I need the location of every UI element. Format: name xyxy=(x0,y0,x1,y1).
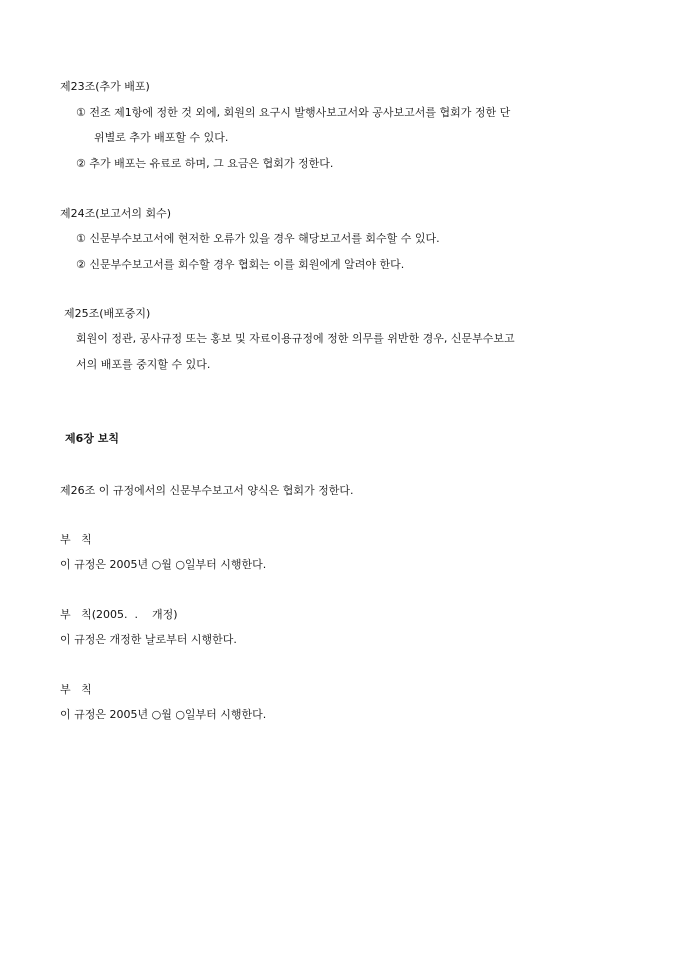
article-26-text: 제26조 이 규정에서의 신문부수보고서 양식은 협회가 정한다. xyxy=(60,484,354,497)
article-23-item-1-line-2: 위별로 추가 배포할 수 있다. xyxy=(94,131,229,144)
article-23-item-2: ② 추가 배포는 유료로 하며, 그 요금은 협회가 정한다. xyxy=(76,157,334,170)
addendum-2-text: 이 규정은 개정한 날로부터 시행한다. xyxy=(60,633,237,646)
article-24-heading: 제24조(보고서의 회수) xyxy=(60,207,172,220)
article-24-item-1: ① 신문부수보고서에 현저한 오류가 있을 경우 해당보고서를 회수할 수 있다. xyxy=(76,232,440,245)
addendum-1-heading: 부 칙 xyxy=(60,533,92,546)
article-25-body-line-2: 서의 배포를 중지할 수 있다. xyxy=(76,358,211,371)
chapter-6-heading: 제6장 보칙 xyxy=(65,432,119,445)
article-23-heading: 제23조(추가 배포) xyxy=(60,80,150,93)
article-25-body-line-1: 회원이 정관, 공사규정 또는 홍보 및 자료이용규정에 정한 의무를 위반한 경우, 신문부수보고 xyxy=(76,332,515,345)
article-23-item-1-line-1: ① 전조 제1항에 정한 것 외에, 회원의 요구시 발행사보고서와 공사보고서를 협회가 정한 단 xyxy=(76,106,511,119)
addendum-3-text: 이 규정은 2005년 ○월 ○일부터 시행한다. xyxy=(60,708,267,721)
addendum-2-heading: 부 칙(2005. . 개정) xyxy=(60,608,178,621)
article-25-heading: 제25조(배포중지) xyxy=(64,307,151,320)
addendum-3-heading: 부 칙 xyxy=(60,683,92,696)
article-24-item-2: ② 신문부수보고서를 회수할 경우 협회는 이를 회원에게 알려야 한다. xyxy=(76,258,405,271)
addendum-1-text: 이 규정은 2005년 ○월 ○일부터 시행한다. xyxy=(60,558,267,571)
